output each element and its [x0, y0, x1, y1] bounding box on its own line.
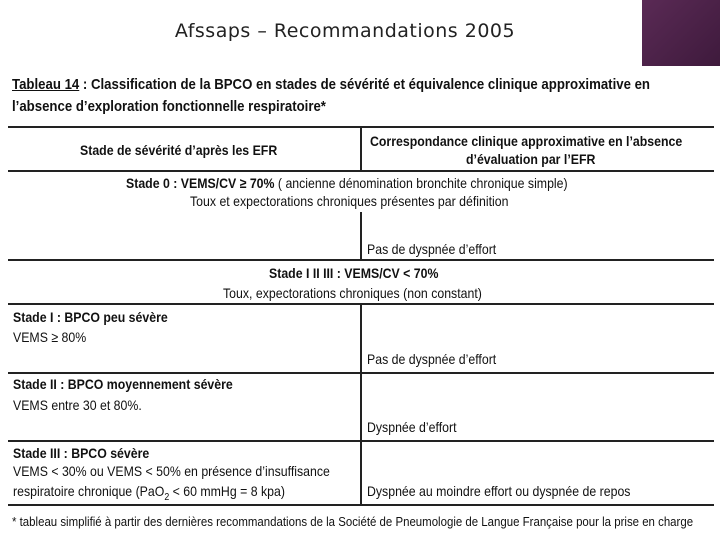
header-col2-line2: d’évaluation par l’EFR — [466, 151, 596, 167]
stage3-detail-line2-a: respiratoire chronique (PaO — [13, 483, 165, 499]
table-caption-text: : Classification de la BPCO en stades de sévérité et équivalence clinique approximative en l’absence d’exploration fonctionnelle respiratoire* — [12, 76, 651, 115]
stage0-bottom-border — [8, 259, 714, 261]
slide-title: Afssaps – Recommandations 2005 — [174, 20, 516, 42]
stage1-clinical: Pas de dyspnée d’effort — [367, 351, 497, 367]
stage2-clinical: Dyspnée d’effort — [367, 419, 457, 435]
column-divider — [360, 304, 362, 504]
table-caption — [12, 74, 707, 118]
stage0-title-bold: Stade 0 : VEMS/CV ≥ 70% — [126, 175, 275, 191]
stages123-title: Stade I II III : VEMS/CV < 70% — [269, 265, 439, 281]
stage1-detail: VEMS ≥ 80% — [13, 329, 87, 345]
table-caption-label: Tableau 14 — [12, 76, 80, 93]
stage0-clinical: Pas de dyspnée d’effort — [367, 241, 497, 257]
header-col2-line1: Correspondance clinique approximative en l’absence — [370, 133, 683, 149]
column-divider — [360, 127, 362, 170]
stage2-bottom-border — [8, 440, 714, 442]
stage3-detail-line2 — [13, 483, 285, 506]
stage3-clinical: Dyspnée au moindre effort ou dyspnée de repos — [367, 483, 631, 499]
stage2-detail: VEMS entre 30 et 80%. — [13, 397, 142, 413]
stages123-description: Toux, expectorations chroniques (non constant) — [223, 285, 482, 301]
footnote: * tableau simplifié à partir des dernières recommandations de la Société de Pneumologie de Langue Française pour la prise en charge — [12, 514, 694, 529]
stage0-title — [126, 175, 568, 191]
stage3-detail-line2-sub: 2 — [164, 491, 170, 503]
stage3-detail-line2-b: < 60 mmHg = 8 kpa) — [169, 483, 285, 499]
stage1-title: Stade I : BPCO peu sévère — [13, 309, 168, 325]
stage0-description: Toux et expectorations chroniques présentes par définition — [190, 193, 509, 209]
stage0-title-note: ( ancienne dénomination bronchite chronique simple) — [274, 175, 568, 191]
header-bottom-border — [8, 170, 714, 172]
stage2-title: Stade II : BPCO moyennement sévère — [13, 376, 233, 392]
stage3-title: Stade III : BPCO sévère — [13, 445, 150, 461]
column-divider — [360, 212, 362, 259]
header-col1: Stade de sévérité d’après les EFR — [80, 142, 278, 158]
stage3-detail-line1: VEMS < 30% ou VEMS < 50% en présence d’insuffisance — [13, 463, 330, 479]
stage1-bottom-border — [8, 372, 714, 374]
